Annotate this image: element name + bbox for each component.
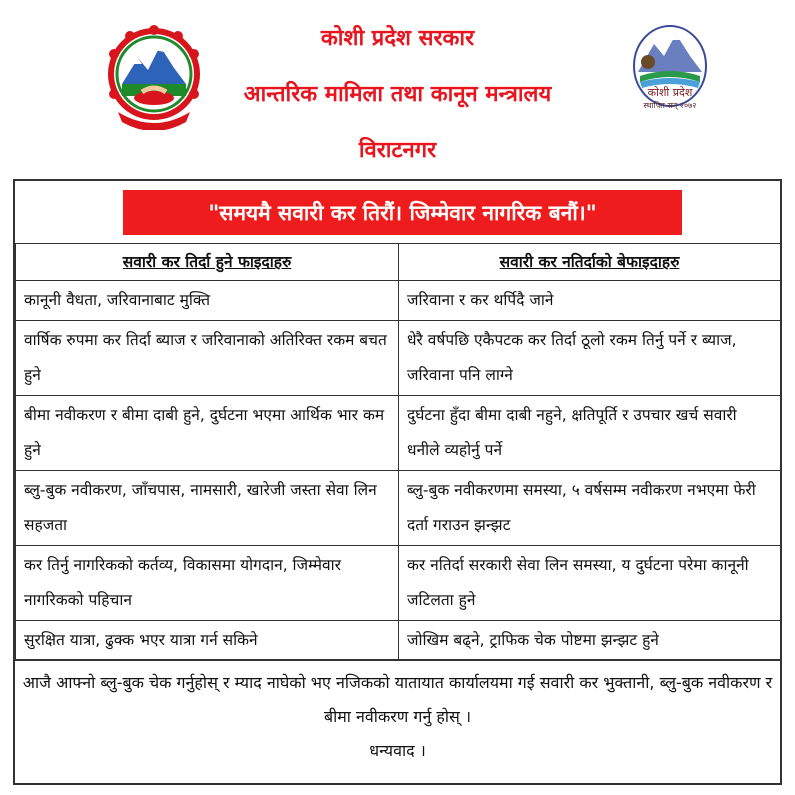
benefit-cell: सुरक्षित यात्रा, ढुक्क भएर यात्रा गर्न सकिने xyxy=(16,621,399,661)
benefit-cell: वार्षिक रुपमा कर तिर्दा ब्याज र जरिवानाको अतिरिक्त रकम बचत हुने xyxy=(16,321,399,396)
table-header-row xyxy=(16,244,781,281)
table-row xyxy=(16,396,781,471)
thanks-text: धन्यवाद । xyxy=(369,741,426,760)
government-title: कोशी प्रदेश सरकार xyxy=(320,26,475,51)
table-row xyxy=(16,321,781,396)
benefit-cell: ब्लु-बुक नवीकरण, जाँचपास, नामसारी, खारेजी जस्ता सेवा लिन सहजता xyxy=(16,471,399,546)
city-title: विराटनगर xyxy=(358,138,437,163)
province-logo-caption xyxy=(612,86,728,112)
province-logo-subtitle: स्थापित सन् २०७२ xyxy=(643,101,697,110)
drawback-cell: दुर्घटना हुँदा बीमा दाबी नहुने, क्षतिपूर्ति र उपचार खर्च सवारी धनीले व्यहोर्नु पर्ने xyxy=(399,396,781,471)
benefit-cell: कर तिर्नु नागरिकको कर्तव्य, विकासमा योगदान, जिम्मेवार नागरिकको पहिचान xyxy=(16,546,399,621)
drawback-cell: कर नतिर्दा सरकारी सेवा लिन समस्या, य दुर्घटना परेमा कानूनी जटिलता हुने xyxy=(399,546,781,621)
benefit-cell: कानूनी वैधता, जरिवानाबाट मुक्ति xyxy=(16,281,399,321)
slogan-banner: "समयमै सवारी कर तिरौं। जिम्मेवार नागरिक बनौं।" xyxy=(123,190,682,235)
benefit-cell: बीमा नवीकरण र बीमा दाबी हुने, दुर्घटना भएमा आर्थिक भार कम हुने xyxy=(16,396,399,471)
province-logo-name: कोशी प्रदेश xyxy=(647,86,693,99)
drawback-cell: जरिवाना र कर थर्पिदै जाने xyxy=(399,281,781,321)
table-row xyxy=(16,546,781,621)
drawback-cell: धेरै वर्षपछि एकैपटक कर तिर्दा ठूलो रकम तिर्नु पर्ने र ब्याज, जरिवाना पनि लाग्ने xyxy=(399,321,781,396)
benefits-column-header: सवारी कर तिर्दा हुने फाइदाहरु xyxy=(16,244,399,281)
drawback-cell: ब्लु-बुक नवीकरणमा समस्या, ५ वर्षसम्म नवीकरण नभएमा फेरी दर्ता गराउन झन्झट xyxy=(399,471,781,546)
table-row xyxy=(16,281,781,321)
ministry-title: आन्तरिक मामिला तथा कानून मन्त्रालय xyxy=(243,82,552,107)
notice-board xyxy=(13,179,782,785)
notice-header xyxy=(0,0,795,180)
comparison-table xyxy=(15,243,781,661)
table-row xyxy=(16,621,781,661)
drawbacks-column-header: सवारी कर नतिर्दाको बेफाइदाहरु xyxy=(399,244,781,281)
call-to-action xyxy=(15,659,780,783)
table-row xyxy=(16,471,781,546)
call-to-action-text: आजै आफ्नो ब्लु-बुक चेक गर्नुहोस् र म्याद नाघेको भए नजिकको यातायात कार्यालयमा गई सवारी कर भुक्तानी, ब्लु-बुक नवीकरण र बीमा नवीकरण गर्नु होस् । xyxy=(22,673,773,726)
drawback-cell: जोखिम बढ्ने, ट्राफिक चेक पोष्टमा झन्झट हुने xyxy=(399,621,781,661)
